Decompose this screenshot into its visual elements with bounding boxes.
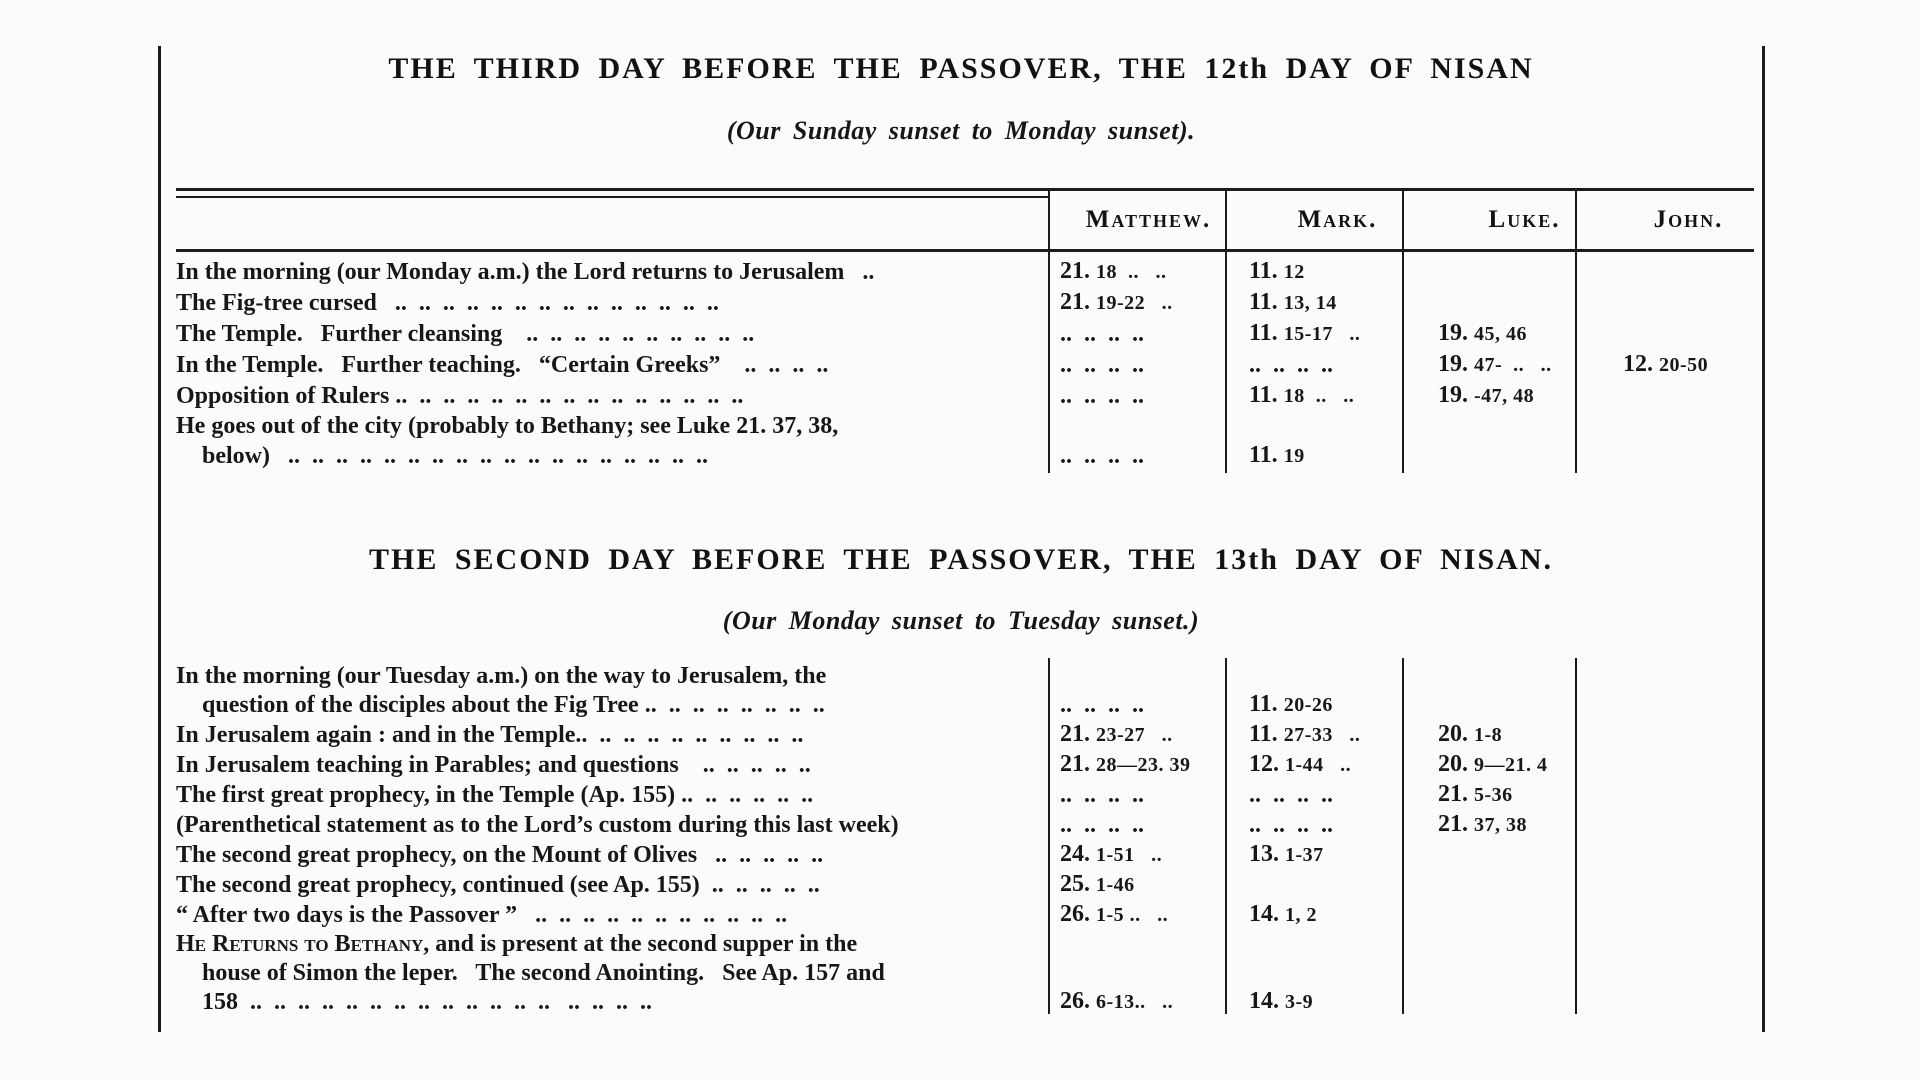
mark-cell: 14. 1, 2 bbox=[1249, 901, 1317, 927]
description-line: In Jerusalem teaching in Parables; and questions .. .. .. .. .. bbox=[176, 752, 811, 778]
table-row bbox=[176, 810, 1754, 840]
page-border-right bbox=[1762, 46, 1765, 1032]
table-row bbox=[176, 840, 1754, 870]
description-line: The second great prophecy, on the Mount of Olives .. .. .. .. .. bbox=[176, 842, 824, 868]
mark-cell: 11. 27-33 .. bbox=[1249, 721, 1361, 747]
table-row bbox=[176, 750, 1754, 780]
john-cell: 12. 20-50 bbox=[1623, 351, 1709, 377]
column-divider bbox=[1402, 658, 1404, 1014]
column-header-mark: Mark. bbox=[1297, 206, 1378, 233]
double-rule-segment bbox=[176, 196, 1048, 198]
description-line: below) .. .. .. .. .. .. .. .. .. .. .. .. .. .. .. .. .. .. bbox=[202, 443, 708, 469]
section-subtitle-third-day: (Our Sunday sunset to Monday sunset). bbox=[726, 116, 1196, 145]
table-body bbox=[176, 252, 1754, 471]
column-divider bbox=[1225, 191, 1227, 473]
description-cell bbox=[176, 257, 1048, 287]
table-row bbox=[176, 411, 1754, 471]
mark-cell: 11. 12 bbox=[1249, 258, 1305, 284]
description-line: In Jerusalem again : and in the Temple.. .. .. .. .. .. .. .. .. .. bbox=[176, 722, 804, 748]
description-cell bbox=[176, 350, 1048, 380]
description-cell bbox=[176, 721, 1048, 750]
mark-cell: 14. 3-9 bbox=[1249, 988, 1314, 1014]
column-divider bbox=[1225, 658, 1227, 1014]
matthew-cell: 26. 6-13.. .. bbox=[1060, 988, 1174, 1014]
mark-cell: 11. 18 .. .. bbox=[1249, 382, 1355, 408]
description-line: The Temple. Further cleansing .. .. .. .. .. .. .. .. .. .. bbox=[176, 321, 755, 347]
table-row bbox=[176, 870, 1754, 900]
table-row bbox=[176, 287, 1754, 318]
mark-cell: 11. 19 bbox=[1249, 442, 1305, 468]
matthew-cell: 25. 1-46 bbox=[1060, 871, 1135, 897]
column-divider bbox=[1575, 658, 1577, 1014]
table-row bbox=[176, 662, 1754, 720]
mark-cell: 11. 15-17 .. bbox=[1249, 320, 1361, 346]
gospel-parallel-table-2 bbox=[176, 658, 1754, 1017]
description-cell bbox=[176, 288, 1048, 318]
description-line: house of Simon the leper. The second Anointing. See Ap. 157 and bbox=[202, 960, 885, 986]
column-header-luke: Luke. bbox=[1488, 206, 1561, 233]
table-row bbox=[176, 256, 1754, 287]
matthew-cell: 21. 23-27 .. bbox=[1060, 721, 1173, 747]
section-title-second-day: THE SECOND DAY BEFORE THE PASSOVER, THE 13th DAY OF NISAN. bbox=[369, 543, 1553, 576]
mark-cell: .. .. .. .. bbox=[1249, 782, 1333, 808]
description-cell bbox=[176, 751, 1048, 780]
matthew-cell: .. .. .. .. bbox=[1060, 352, 1144, 378]
mark-cell: 12. 1-44 .. bbox=[1249, 751, 1352, 777]
matthew-cell: 26. 1-5 .. .. bbox=[1060, 901, 1169, 927]
description-cell bbox=[176, 381, 1048, 411]
table-row bbox=[176, 720, 1754, 750]
description-cell bbox=[176, 319, 1048, 349]
mark-cell: 11. 20-26 bbox=[1249, 691, 1333, 717]
matthew-cell: 24. 1-51 .. bbox=[1060, 841, 1163, 867]
section-subtitle-second-day: (Our Monday sunset to Tuesday sunset.) bbox=[722, 606, 1200, 635]
table-header-row bbox=[176, 191, 1754, 252]
matthew-cell: 21. 28—23. 39 bbox=[1060, 751, 1191, 777]
description-line: “ After two days is the Passover ” .. .. .. .. .. .. .. .. .. .. .. bbox=[176, 902, 788, 928]
luke-cell: 21. 37, 38 bbox=[1438, 811, 1527, 837]
description-cell bbox=[176, 841, 1048, 870]
page-border-left bbox=[158, 46, 161, 1032]
description-cell bbox=[176, 411, 1048, 471]
description-line: In the Temple. Further teaching. “Certain Greeks” .. .. .. .. bbox=[176, 352, 829, 378]
description-line: Opposition of Rulers .. .. .. .. .. .. .. .. .. .. .. .. .. .. .. bbox=[176, 383, 744, 409]
table-row bbox=[176, 380, 1754, 411]
description-line: (Parenthetical statement as to the Lord’s custom during this last week) bbox=[176, 812, 899, 838]
column-divider bbox=[1402, 191, 1404, 473]
table-row bbox=[176, 349, 1754, 380]
matthew-cell: .. .. .. .. bbox=[1060, 321, 1144, 347]
description-cell bbox=[176, 930, 1048, 1017]
table-row bbox=[176, 930, 1754, 1017]
mark-cell: .. .. .. .. bbox=[1249, 812, 1333, 838]
description-line: He goes out of the city (probably to Bethany; see Luke 21. 37, 38, bbox=[176, 413, 839, 439]
mark-cell: .. .. .. .. bbox=[1249, 352, 1333, 378]
luke-cell: 19. 47- .. .. bbox=[1438, 351, 1552, 377]
description-line: In the morning (our Tuesday a.m.) on the way to Jerusalem, the bbox=[176, 663, 827, 689]
description-cell bbox=[176, 781, 1048, 810]
table-row bbox=[176, 900, 1754, 930]
column-header-john: John. bbox=[1653, 206, 1724, 233]
matthew-cell: .. .. .. .. bbox=[1060, 692, 1144, 718]
section-title-third-day: THE THIRD DAY BEFORE THE PASSOVER, THE 12th DAY OF NISAN bbox=[388, 52, 1534, 85]
description-line: He Returns to Bethany, and is present at the second supper in the bbox=[176, 931, 858, 957]
description-line: The Fig-tree cursed .. .. .. .. .. .. .. .. .. .. .. .. .. .. bbox=[176, 290, 719, 316]
luke-cell: 20. 1-8 bbox=[1438, 721, 1503, 747]
column-divider bbox=[1575, 191, 1577, 473]
table-row bbox=[176, 318, 1754, 349]
luke-cell: 19. 45, 46 bbox=[1438, 320, 1527, 346]
description-line: The second great prophecy, continued (see Ap. 155) .. .. .. .. .. bbox=[176, 872, 820, 898]
description-cell bbox=[176, 871, 1048, 900]
mark-cell: 11. 13, 14 bbox=[1249, 289, 1337, 315]
column-header-matthew: Matthew. bbox=[1085, 206, 1212, 233]
gospel-parallel-table-1 bbox=[176, 188, 1754, 471]
matthew-cell: 21. 18 .. .. bbox=[1060, 258, 1167, 284]
matthew-cell: .. .. .. .. bbox=[1060, 443, 1144, 469]
luke-cell: 19. -47, 48 bbox=[1438, 382, 1535, 408]
description-cell bbox=[176, 811, 1048, 840]
table-row bbox=[176, 780, 1754, 810]
luke-cell: 21. 5-36 bbox=[1438, 781, 1513, 807]
description-line: 158 .. .. .. .. .. .. .. .. .. .. .. .. .. .. .. .. .. bbox=[202, 989, 652, 1015]
description-cell bbox=[176, 901, 1048, 930]
description-cell bbox=[176, 662, 1048, 720]
matthew-cell: .. .. .. .. bbox=[1060, 812, 1144, 838]
description-line: question of the disciples about the Fig Tree .. .. .. .. .. .. .. .. bbox=[202, 692, 825, 718]
description-line: The first great prophecy, in the Temple (Ap. 155) .. .. .. .. .. .. bbox=[176, 782, 814, 808]
matthew-cell: 21. 19-22 .. bbox=[1060, 289, 1173, 315]
mark-cell: 13. 1-37 bbox=[1249, 841, 1324, 867]
matthew-cell: .. .. .. .. bbox=[1060, 383, 1144, 409]
matthew-cell: .. .. .. .. bbox=[1060, 782, 1144, 808]
luke-cell: 20. 9—21. 4 bbox=[1438, 751, 1548, 777]
description-line: In the morning (our Monday a.m.) the Lord returns to Jerusalem .. bbox=[176, 259, 875, 285]
column-divider bbox=[1048, 191, 1050, 473]
column-divider bbox=[1048, 658, 1050, 1014]
table-body bbox=[176, 658, 1754, 1017]
